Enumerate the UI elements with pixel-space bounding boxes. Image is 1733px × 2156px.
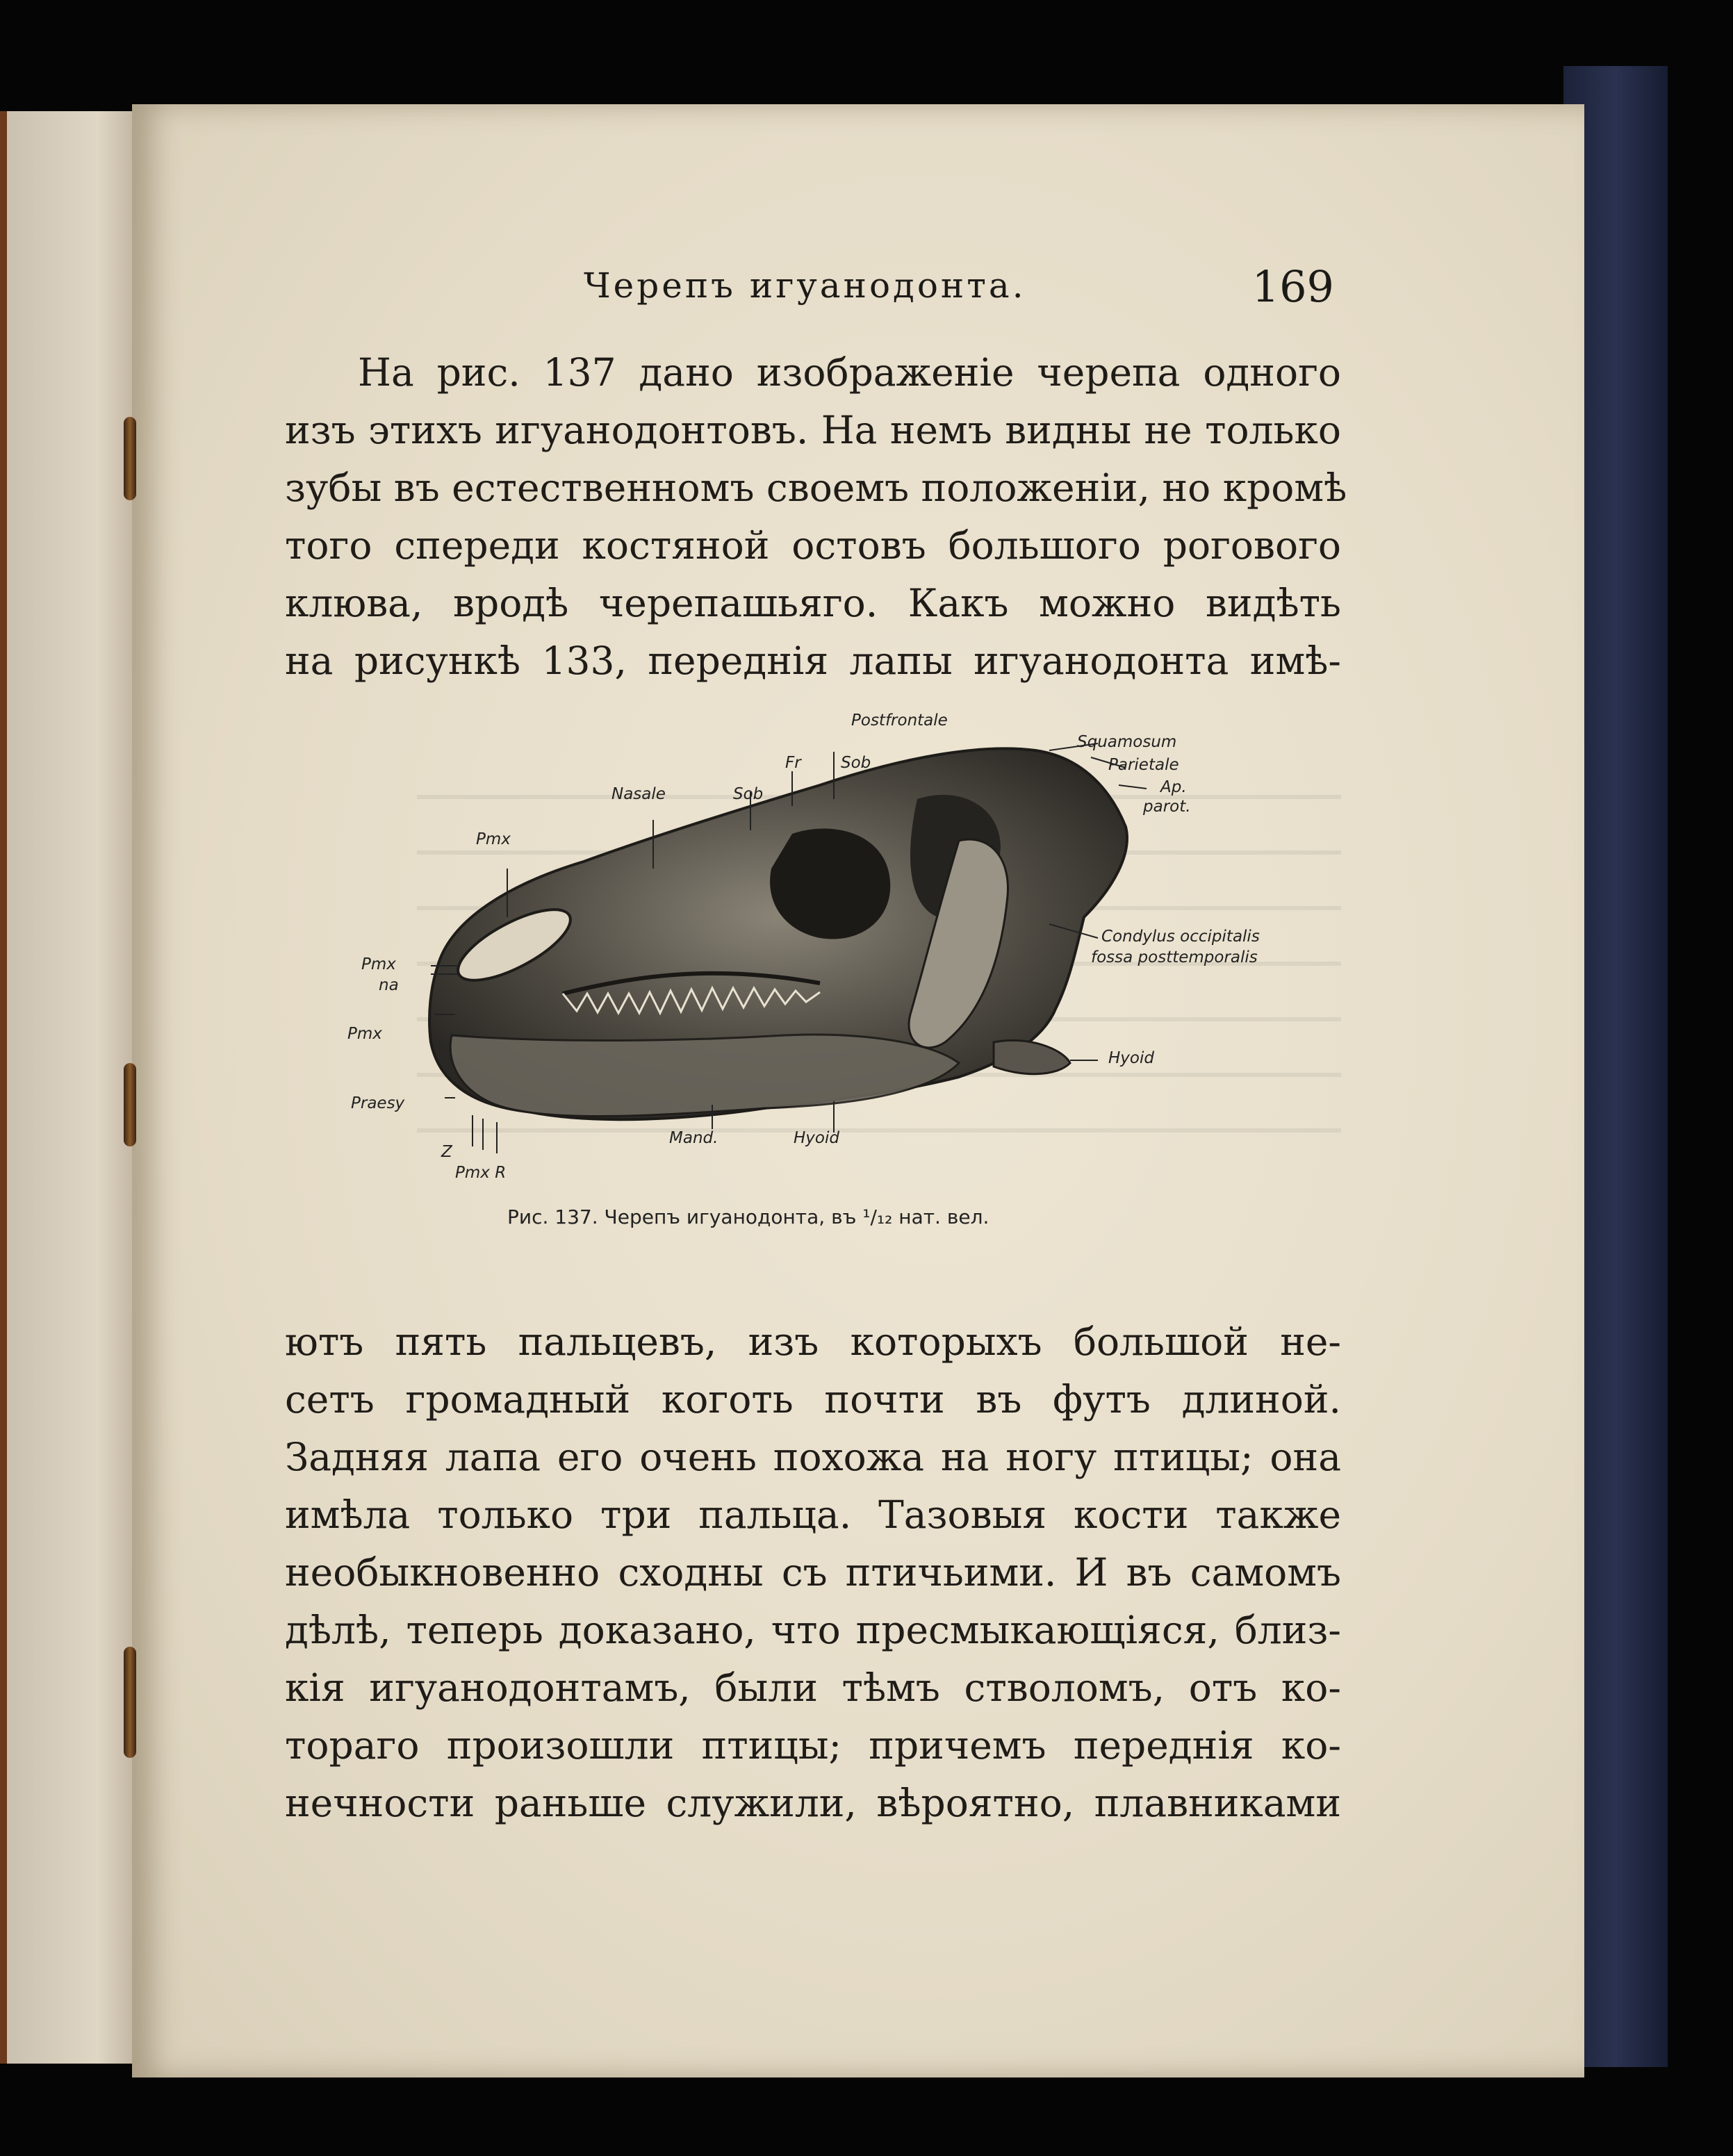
label-pmx-na-2: na (379, 976, 399, 994)
label-hyoid-bottom: Hyoid (794, 1129, 839, 1147)
text-line: на рисункѣ 133, переднія лапы игуанодонта имѣ- (285, 639, 1341, 683)
page-header (584, 261, 1334, 321)
label-mand: Mand. (669, 1129, 718, 1147)
text-line: того спереди костяной остовъ большого рогового (285, 523, 1341, 568)
label-parietale: Parietale (1108, 756, 1179, 774)
label-ap: Ap. (1160, 778, 1187, 796)
skull-figure (334, 711, 1334, 1202)
left-page-edge (0, 111, 139, 2064)
label-parot: parot. (1143, 798, 1191, 816)
label-sob: Sob (733, 785, 764, 803)
label-fossa: fossa posttemporalis (1091, 948, 1258, 966)
text-line: необыкновенно сходны съ птичьими. И въ самомъ (285, 1550, 1341, 1595)
text-line: ютъ пять пальцевъ, изъ которыхъ большой не- (285, 1319, 1341, 1364)
label-condylus: Condylus occipitalis (1101, 928, 1260, 946)
paragraph-top (285, 344, 1347, 690)
page-number: 169 (1251, 261, 1334, 312)
label-pmx-r: Pmx R (455, 1164, 507, 1182)
label-sob-top: Sob (841, 754, 871, 772)
label-pmx-mid: Pmx (347, 1025, 382, 1043)
hyoid-bone (994, 1040, 1070, 1073)
label-fr: Fr (785, 754, 801, 772)
text-line: На рис. 137 дано изображеніе черепа одного (358, 350, 1341, 395)
text-line: дѣлѣ, теперь доказано, что пресмыкающіяся, близ- (285, 1608, 1341, 1652)
text-line: зубы въ естественномъ своемъ положеніи, но кромѣ (285, 466, 1347, 510)
label-pmx-top: Pmx (476, 830, 511, 848)
running-title: Черепъ игуанодонта. (584, 265, 1026, 306)
label-praesy: Praesy (351, 1094, 405, 1112)
text-line: кія игуанодонтамъ, были тѣмъ стволомъ, отъ ко- (285, 1665, 1341, 1710)
label-pmx-na-1: Pmx (361, 955, 396, 973)
text-line: клюва, вродѣ черепашьяго. Какъ можно видѣть (285, 581, 1341, 625)
label-postfrontale: Postfrontale (851, 711, 948, 730)
text-line: тораго произошли птицы; причемъ переднія ко- (285, 1723, 1341, 1768)
label-hyoid-right: Hyoid (1108, 1049, 1154, 1067)
text-line: сетъ громадный коготь почти въ футъ длиной. (285, 1377, 1341, 1422)
text-line: изъ этихъ игуанодонтовъ. На немъ видны не только (285, 408, 1341, 452)
lower-jaw (450, 1035, 959, 1116)
binding-stitch (124, 1647, 136, 1758)
paragraph-bottom (285, 1313, 1341, 1832)
binding-stitch (124, 417, 136, 500)
figure-caption: Рис. 137. Черепъ игуанодонта, въ ¹/₁₂ нат. вел. (507, 1205, 989, 1228)
label-nasale: Nasale (611, 785, 666, 803)
text-line: имѣла только три пальца. Тазовыя кости также (285, 1492, 1341, 1537)
label-z: Z (441, 1143, 452, 1161)
binding-stitch (124, 1063, 136, 1146)
orbit (770, 829, 890, 939)
text-line: Задняя лапа его очень похожа на ногу птицы; она (285, 1435, 1341, 1479)
text-line: нечности раньше служили, вѣроятно, плавниками (285, 1781, 1341, 1825)
label-squamosum: Squamosum (1077, 733, 1177, 751)
